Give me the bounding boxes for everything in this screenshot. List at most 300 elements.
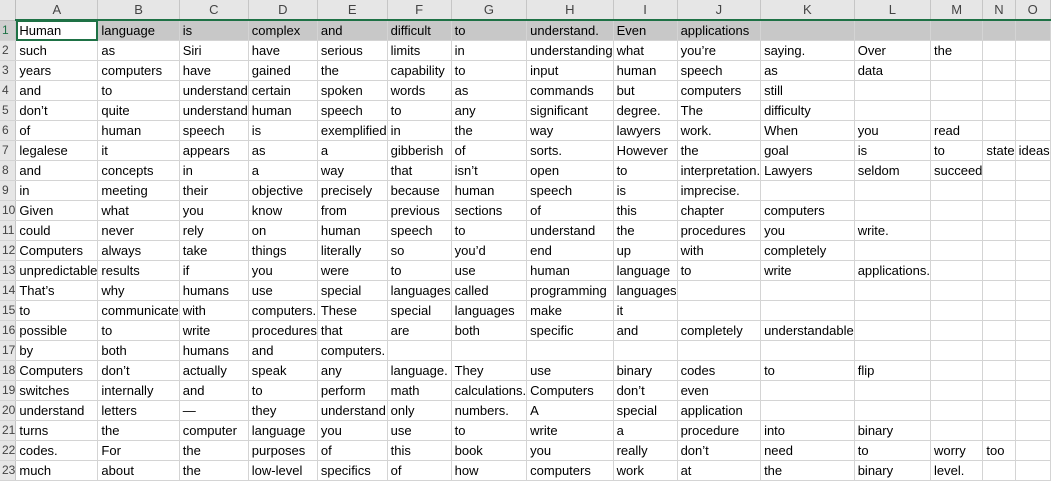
cell-l16[interactable] — [854, 321, 930, 341]
cell-j16[interactable]: completely — [677, 321, 761, 341]
cell-h12[interactable]: end — [527, 241, 613, 261]
cell-g13[interactable]: use — [451, 261, 527, 281]
cell-m22[interactable]: worry — [930, 441, 982, 461]
cell-i10[interactable]: this — [613, 201, 677, 221]
cell-l9[interactable] — [854, 181, 930, 201]
cell-o5[interactable] — [1015, 101, 1050, 121]
cell-g3[interactable]: to — [451, 61, 527, 81]
column-header-i[interactable]: I — [613, 0, 677, 20]
row-header[interactable]: 8 — [0, 161, 16, 181]
cell-e11[interactable]: human — [317, 221, 387, 241]
cell-g16[interactable]: both — [451, 321, 527, 341]
cell-f10[interactable]: previous — [387, 201, 451, 221]
cell-i7[interactable]: However — [613, 141, 677, 161]
cell-l19[interactable] — [854, 381, 930, 401]
cell-k15[interactable] — [761, 301, 855, 321]
cell-b20[interactable]: letters — [98, 401, 179, 421]
cell-j20[interactable]: application — [677, 401, 761, 421]
cell-i5[interactable]: degree. — [613, 101, 677, 121]
column-header-k[interactable]: K — [761, 0, 855, 20]
cell-m5[interactable] — [930, 101, 982, 121]
cell-i22[interactable]: really — [613, 441, 677, 461]
cell-j9[interactable]: imprecise. — [677, 181, 761, 201]
cell-g15[interactable]: languages — [451, 301, 527, 321]
cell-h9[interactable]: speech — [527, 181, 613, 201]
cell-h10[interactable]: of — [527, 201, 613, 221]
cell-l13[interactable]: applications. — [854, 261, 930, 281]
cell-b15[interactable]: communicate — [98, 301, 179, 321]
cell-l23[interactable]: binary — [854, 461, 930, 481]
cell-k8[interactable]: Lawyers — [761, 161, 855, 181]
cell-l4[interactable] — [854, 81, 930, 101]
cell-d20[interactable]: they — [248, 401, 317, 421]
cell-n10[interactable] — [983, 201, 1015, 221]
cell-n2[interactable] — [983, 41, 1015, 61]
cell-k22[interactable]: need — [761, 441, 855, 461]
cell-m21[interactable] — [930, 421, 982, 441]
cell-i9[interactable]: is — [613, 181, 677, 201]
column-header-e[interactable]: E — [317, 0, 387, 20]
cell-a10[interactable]: Given — [16, 201, 98, 221]
cell-b3[interactable]: computers — [98, 61, 179, 81]
cell-a15[interactable]: to — [16, 301, 98, 321]
row-header[interactable]: 3 — [0, 61, 16, 81]
cell-n12[interactable] — [983, 241, 1015, 261]
cell-g20[interactable]: numbers. — [451, 401, 527, 421]
cell-h13[interactable]: human — [527, 261, 613, 281]
cell-o16[interactable] — [1015, 321, 1050, 341]
cell-g14[interactable]: called — [451, 281, 527, 301]
cell-n6[interactable] — [983, 121, 1015, 141]
cell-f15[interactable]: special — [387, 301, 451, 321]
cell-d9[interactable]: objective — [248, 181, 317, 201]
cell-l21[interactable]: binary — [854, 421, 930, 441]
cell-e12[interactable]: literally — [317, 241, 387, 261]
cell-e2[interactable]: serious — [317, 41, 387, 61]
cell-b2[interactable]: as — [98, 41, 179, 61]
cell-o13[interactable] — [1015, 261, 1050, 281]
cell-f17[interactable] — [387, 341, 451, 361]
cell-i12[interactable]: up — [613, 241, 677, 261]
cell-o9[interactable] — [1015, 181, 1050, 201]
cell-d21[interactable]: language — [248, 421, 317, 441]
cell-c1[interactable]: is — [179, 20, 248, 41]
cell-j17[interactable] — [677, 341, 761, 361]
cell-l22[interactable]: to — [854, 441, 930, 461]
cell-m23[interactable]: level. — [930, 461, 982, 481]
cell-i6[interactable]: lawyers — [613, 121, 677, 141]
column-header-g[interactable]: G — [451, 0, 527, 20]
cell-k13[interactable]: write — [761, 261, 855, 281]
cell-k12[interactable]: completely — [761, 241, 855, 261]
cell-d19[interactable]: to — [248, 381, 317, 401]
cell-n4[interactable] — [983, 81, 1015, 101]
cell-n19[interactable] — [983, 381, 1015, 401]
cell-d12[interactable]: things — [248, 241, 317, 261]
cell-a21[interactable]: turns — [16, 421, 98, 441]
cell-e4[interactable]: spoken — [317, 81, 387, 101]
cell-f20[interactable]: only — [387, 401, 451, 421]
cell-f5[interactable]: to — [387, 101, 451, 121]
cell-a12[interactable]: Computers — [16, 241, 98, 261]
cell-e23[interactable]: specifics — [317, 461, 387, 481]
cell-i11[interactable]: the — [613, 221, 677, 241]
column-header-l[interactable]: L — [854, 0, 930, 20]
row-header[interactable]: 9 — [0, 181, 16, 201]
cell-f6[interactable]: in — [387, 121, 451, 141]
cell-b21[interactable]: the — [98, 421, 179, 441]
cell-n7[interactable]: state — [983, 141, 1015, 161]
cell-d5[interactable]: human — [248, 101, 317, 121]
cell-h16[interactable]: specific — [527, 321, 613, 341]
cell-i20[interactable]: special — [613, 401, 677, 421]
cell-c7[interactable]: appears — [179, 141, 248, 161]
cell-g10[interactable]: sections — [451, 201, 527, 221]
row-header[interactable]: 1 — [0, 20, 16, 41]
row-header[interactable]: 6 — [0, 121, 16, 141]
cell-l15[interactable] — [854, 301, 930, 321]
cell-i1[interactable]: Even — [613, 20, 677, 41]
column-header-b[interactable]: B — [98, 0, 179, 20]
cell-a22[interactable]: codes. — [16, 441, 98, 461]
cell-f7[interactable]: gibberish — [387, 141, 451, 161]
cell-n13[interactable] — [983, 261, 1015, 281]
cell-c5[interactable]: understand — [179, 101, 248, 121]
cell-n14[interactable] — [983, 281, 1015, 301]
cell-d3[interactable]: gained — [248, 61, 317, 81]
cell-l7[interactable]: is — [854, 141, 930, 161]
cell-f9[interactable]: because — [387, 181, 451, 201]
cell-d6[interactable]: is — [248, 121, 317, 141]
cell-j1[interactable]: applications — [677, 20, 761, 41]
cell-h2[interactable]: understanding — [527, 41, 613, 61]
column-header-h[interactable]: H — [527, 0, 613, 20]
cell-e9[interactable]: precisely — [317, 181, 387, 201]
cell-b14[interactable]: why — [98, 281, 179, 301]
cell-d11[interactable]: on — [248, 221, 317, 241]
cell-c18[interactable]: actually — [179, 361, 248, 381]
cell-c6[interactable]: speech — [179, 121, 248, 141]
cell-f13[interactable]: to — [387, 261, 451, 281]
cell-m11[interactable] — [930, 221, 982, 241]
cell-d10[interactable]: know — [248, 201, 317, 221]
cell-j5[interactable]: The — [677, 101, 761, 121]
cell-i18[interactable]: binary — [613, 361, 677, 381]
cell-m13[interactable] — [930, 261, 982, 281]
cell-g7[interactable]: of — [451, 141, 527, 161]
cell-m1[interactable] — [930, 20, 982, 41]
cell-g19[interactable]: calculations. — [451, 381, 527, 401]
cell-b7[interactable]: it — [98, 141, 179, 161]
cell-i17[interactable] — [613, 341, 677, 361]
cell-h1[interactable]: understand. — [527, 20, 613, 41]
cell-f4[interactable]: words — [387, 81, 451, 101]
cell-e22[interactable]: of — [317, 441, 387, 461]
cell-d23[interactable]: low-level — [248, 461, 317, 481]
cell-c11[interactable]: rely — [179, 221, 248, 241]
cell-m19[interactable] — [930, 381, 982, 401]
cell-a3[interactable]: years — [16, 61, 98, 81]
cell-e10[interactable]: from — [317, 201, 387, 221]
row-header[interactable]: 5 — [0, 101, 16, 121]
cell-l18[interactable]: flip — [854, 361, 930, 381]
cell-k6[interactable]: When — [761, 121, 855, 141]
cell-f14[interactable]: languages — [387, 281, 451, 301]
cell-k7[interactable]: goal — [761, 141, 855, 161]
cell-d7[interactable]: as — [248, 141, 317, 161]
cell-n5[interactable] — [983, 101, 1015, 121]
cell-e7[interactable]: a — [317, 141, 387, 161]
cell-e16[interactable]: that — [317, 321, 387, 341]
cell-k10[interactable]: computers — [761, 201, 855, 221]
cell-n1[interactable] — [983, 20, 1015, 41]
cell-c23[interactable]: the — [179, 461, 248, 481]
cell-c10[interactable]: you — [179, 201, 248, 221]
cell-k19[interactable] — [761, 381, 855, 401]
cell-f18[interactable]: language. — [387, 361, 451, 381]
cell-j12[interactable]: with — [677, 241, 761, 261]
cell-a17[interactable]: by — [16, 341, 98, 361]
cell-k11[interactable]: you — [761, 221, 855, 241]
cell-g1[interactable]: to — [451, 20, 527, 41]
cell-h4[interactable]: commands — [527, 81, 613, 101]
cell-a11[interactable]: could — [16, 221, 98, 241]
cell-o23[interactable] — [1015, 461, 1050, 481]
row-header[interactable]: 10 — [0, 201, 16, 221]
cell-g23[interactable]: how — [451, 461, 527, 481]
cell-b18[interactable]: don’t — [98, 361, 179, 381]
cell-n22[interactable]: too — [983, 441, 1015, 461]
cell-b5[interactable]: quite — [98, 101, 179, 121]
cell-c8[interactable]: in — [179, 161, 248, 181]
cell-m6[interactable]: read — [930, 121, 982, 141]
cell-o10[interactable] — [1015, 201, 1050, 221]
column-header-m[interactable]: M — [930, 0, 982, 20]
cell-j18[interactable]: codes — [677, 361, 761, 381]
cell-g9[interactable]: human — [451, 181, 527, 201]
cell-a19[interactable]: switches — [16, 381, 98, 401]
cell-j19[interactable]: even — [677, 381, 761, 401]
cell-b22[interactable]: For — [98, 441, 179, 461]
cell-e13[interactable]: were — [317, 261, 387, 281]
cell-f19[interactable]: math — [387, 381, 451, 401]
cell-g8[interactable]: isn’t — [451, 161, 527, 181]
cell-i19[interactable]: don’t — [613, 381, 677, 401]
row-header[interactable]: 23 — [0, 461, 16, 481]
cell-g17[interactable] — [451, 341, 527, 361]
cell-k17[interactable] — [761, 341, 855, 361]
cell-c22[interactable]: the — [179, 441, 248, 461]
cell-n11[interactable] — [983, 221, 1015, 241]
cell-l14[interactable] — [854, 281, 930, 301]
cell-l5[interactable] — [854, 101, 930, 121]
cell-a9[interactable]: in — [16, 181, 98, 201]
cell-i21[interactable]: a — [613, 421, 677, 441]
cell-k14[interactable] — [761, 281, 855, 301]
cell-n15[interactable] — [983, 301, 1015, 321]
cell-j4[interactable]: computers — [677, 81, 761, 101]
cell-g22[interactable]: book — [451, 441, 527, 461]
cell-k4[interactable]: still — [761, 81, 855, 101]
cell-c16[interactable]: write — [179, 321, 248, 341]
cell-d1[interactable]: complex — [248, 20, 317, 41]
row-header[interactable]: 15 — [0, 301, 16, 321]
cell-h7[interactable]: sorts. — [527, 141, 613, 161]
cell-h6[interactable]: way — [527, 121, 613, 141]
cell-l11[interactable]: write. — [854, 221, 930, 241]
cell-h15[interactable]: make — [527, 301, 613, 321]
cell-c4[interactable]: understand — [179, 81, 248, 101]
cell-d16[interactable]: procedures — [248, 321, 317, 341]
row-header[interactable]: 4 — [0, 81, 16, 101]
column-header-d[interactable]: D — [248, 0, 317, 20]
cell-f21[interactable]: use — [387, 421, 451, 441]
cell-j15[interactable] — [677, 301, 761, 321]
cell-b1[interactable]: language — [98, 20, 179, 41]
cell-b17[interactable]: both — [98, 341, 179, 361]
cell-b4[interactable]: to — [98, 81, 179, 101]
cell-g6[interactable]: the — [451, 121, 527, 141]
row-header[interactable]: 18 — [0, 361, 16, 381]
cell-d13[interactable]: you — [248, 261, 317, 281]
cell-h11[interactable]: understand — [527, 221, 613, 241]
cell-d14[interactable]: use — [248, 281, 317, 301]
column-header-a[interactable]: A — [16, 0, 98, 20]
cell-o6[interactable] — [1015, 121, 1050, 141]
cell-h22[interactable]: you — [527, 441, 613, 461]
cell-c3[interactable]: have — [179, 61, 248, 81]
cell-e6[interactable]: exemplified — [317, 121, 387, 141]
cell-l2[interactable]: Over — [854, 41, 930, 61]
cell-e3[interactable]: the — [317, 61, 387, 81]
cell-f1[interactable]: difficult — [387, 20, 451, 41]
cell-a13[interactable]: unpredictable — [16, 261, 98, 281]
cell-g5[interactable]: any — [451, 101, 527, 121]
cell-a20[interactable]: understand — [16, 401, 98, 421]
cell-a18[interactable]: Computers — [16, 361, 98, 381]
cell-l12[interactable] — [854, 241, 930, 261]
cell-o8[interactable] — [1015, 161, 1050, 181]
cell-d18[interactable]: speak — [248, 361, 317, 381]
cell-a14[interactable]: That’s — [16, 281, 98, 301]
cell-n18[interactable] — [983, 361, 1015, 381]
cell-j22[interactable]: don’t — [677, 441, 761, 461]
cell-c13[interactable]: if — [179, 261, 248, 281]
cell-o22[interactable] — [1015, 441, 1050, 461]
cell-n17[interactable] — [983, 341, 1015, 361]
cell-a5[interactable]: don’t — [16, 101, 98, 121]
cell-g11[interactable]: to — [451, 221, 527, 241]
cell-b10[interactable]: what — [98, 201, 179, 221]
cell-j14[interactable] — [677, 281, 761, 301]
cell-m14[interactable] — [930, 281, 982, 301]
cell-h8[interactable]: open — [527, 161, 613, 181]
row-header[interactable]: 12 — [0, 241, 16, 261]
cell-l8[interactable]: seldom — [854, 161, 930, 181]
cell-c21[interactable]: computer — [179, 421, 248, 441]
cell-m18[interactable] — [930, 361, 982, 381]
cell-h17[interactable] — [527, 341, 613, 361]
cell-k3[interactable]: as — [761, 61, 855, 81]
cell-i14[interactable]: languages — [613, 281, 677, 301]
cell-f23[interactable]: of — [387, 461, 451, 481]
cell-h3[interactable]: input — [527, 61, 613, 81]
cell-k23[interactable]: the — [761, 461, 855, 481]
cell-b8[interactable]: concepts — [98, 161, 179, 181]
cell-i16[interactable]: and — [613, 321, 677, 341]
cell-i8[interactable]: to — [613, 161, 677, 181]
cell-f3[interactable]: capability — [387, 61, 451, 81]
cell-o2[interactable] — [1015, 41, 1050, 61]
cell-c2[interactable]: Siri — [179, 41, 248, 61]
cell-j21[interactable]: procedure — [677, 421, 761, 441]
row-header[interactable]: 22 — [0, 441, 16, 461]
row-header[interactable]: 16 — [0, 321, 16, 341]
cell-e18[interactable]: any — [317, 361, 387, 381]
cell-b13[interactable]: results — [98, 261, 179, 281]
column-header-o[interactable]: O — [1015, 0, 1050, 20]
cell-j23[interactable]: at — [677, 461, 761, 481]
cell-d15[interactable]: computers. — [248, 301, 317, 321]
cell-a6[interactable]: of — [16, 121, 98, 141]
cell-e17[interactable]: computers. — [317, 341, 387, 361]
cell-j3[interactable]: speech — [677, 61, 761, 81]
cell-h20[interactable]: A — [527, 401, 613, 421]
cell-m4[interactable] — [930, 81, 982, 101]
cell-k20[interactable] — [761, 401, 855, 421]
cell-i23[interactable]: work — [613, 461, 677, 481]
cell-m8[interactable]: succeed — [930, 161, 982, 181]
cell-d4[interactable]: certain — [248, 81, 317, 101]
cell-j11[interactable]: procedures — [677, 221, 761, 241]
cell-n9[interactable] — [983, 181, 1015, 201]
cell-e14[interactable]: special — [317, 281, 387, 301]
cell-a8[interactable]: and — [16, 161, 98, 181]
cell-d17[interactable]: and — [248, 341, 317, 361]
cell-e19[interactable]: perform — [317, 381, 387, 401]
cell-m7[interactable]: to — [930, 141, 982, 161]
cell-c14[interactable]: humans — [179, 281, 248, 301]
cell-m17[interactable] — [930, 341, 982, 361]
cell-m2[interactable]: the — [930, 41, 982, 61]
cell-l6[interactable]: you — [854, 121, 930, 141]
row-header[interactable]: 11 — [0, 221, 16, 241]
cell-d22[interactable]: purposes — [248, 441, 317, 461]
cell-c12[interactable]: take — [179, 241, 248, 261]
cell-e1[interactable]: and — [317, 20, 387, 41]
cell-l3[interactable]: data — [854, 61, 930, 81]
cell-g18[interactable]: They — [451, 361, 527, 381]
cell-e21[interactable]: you — [317, 421, 387, 441]
cell-e8[interactable]: way — [317, 161, 387, 181]
cell-i2[interactable]: what — [613, 41, 677, 61]
cell-a23[interactable]: much — [16, 461, 98, 481]
cell-b9[interactable]: meeting — [98, 181, 179, 201]
cell-m12[interactable] — [930, 241, 982, 261]
cell-g21[interactable]: to — [451, 421, 527, 441]
cell-m9[interactable] — [930, 181, 982, 201]
cell-o14[interactable] — [1015, 281, 1050, 301]
row-header[interactable]: 7 — [0, 141, 16, 161]
cell-h18[interactable]: use — [527, 361, 613, 381]
cell-o15[interactable] — [1015, 301, 1050, 321]
cell-k21[interactable]: into — [761, 421, 855, 441]
cell-l17[interactable] — [854, 341, 930, 361]
cell-c15[interactable]: with — [179, 301, 248, 321]
cell-e15[interactable]: These — [317, 301, 387, 321]
cell-f22[interactable]: this — [387, 441, 451, 461]
cell-l10[interactable] — [854, 201, 930, 221]
